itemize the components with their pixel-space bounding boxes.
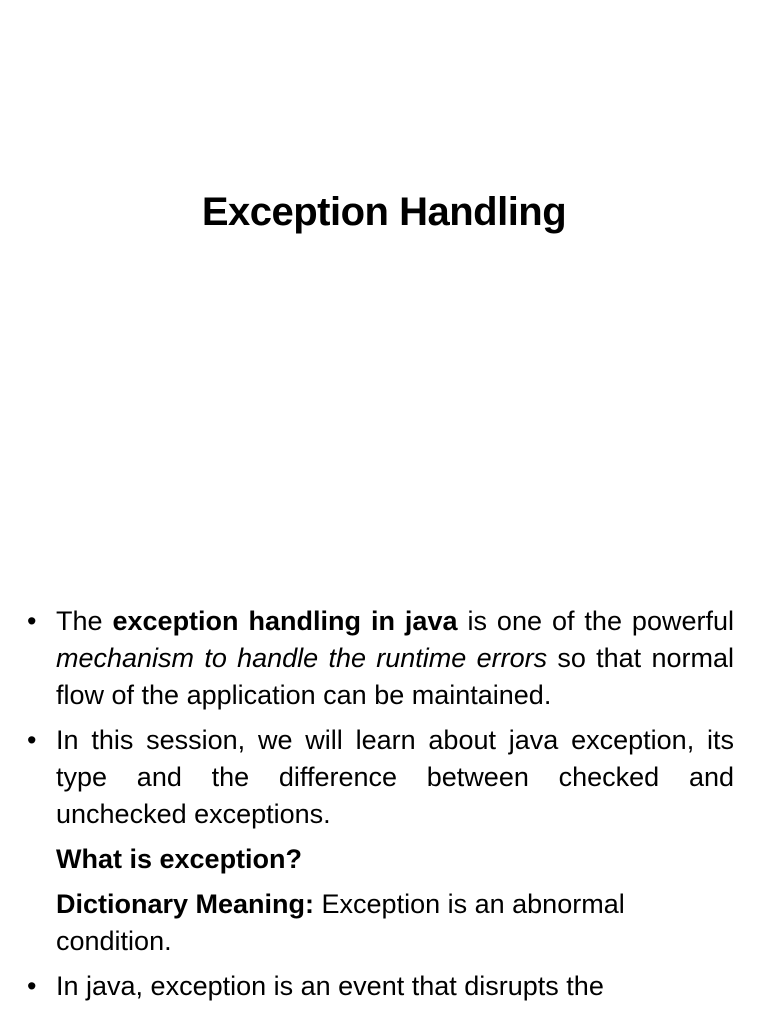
bullet-text-part: is one of the powerful (457, 606, 734, 636)
question-heading: What is exception? (56, 844, 303, 874)
bullet-icon: • (27, 725, 37, 755)
definition-text: Exception is an abnormal condition. (56, 889, 625, 956)
definition-label: Dictionary Meaning: (56, 889, 315, 919)
slide-title: Exception Handling (201, 190, 567, 234)
slide-content (0, 603, 768, 1013)
bullet-italic-phrase: mechanism to handle the runtime errors (56, 643, 548, 673)
bullet-item-session (0, 722, 768, 833)
bullet-icon: • (27, 971, 37, 1001)
bullet-bold-term: exception handling in java (112, 606, 458, 636)
bullet-item-exception-handling (0, 603, 768, 714)
definition-paragraph (0, 886, 768, 960)
bullet-text-part: The (56, 606, 113, 636)
bullet-text: In java, exception is an event that disrupts the (56, 971, 604, 1001)
bullet-icon: • (27, 606, 37, 636)
bullet-item-java-exception (0, 968, 768, 1005)
bullet-text: In this session, we will learn about java exception, its type and the difference between checked and unchecked exceptions. (56, 725, 734, 829)
bullet-text-part: so that normal flow of the application can be maintained. (56, 643, 734, 710)
